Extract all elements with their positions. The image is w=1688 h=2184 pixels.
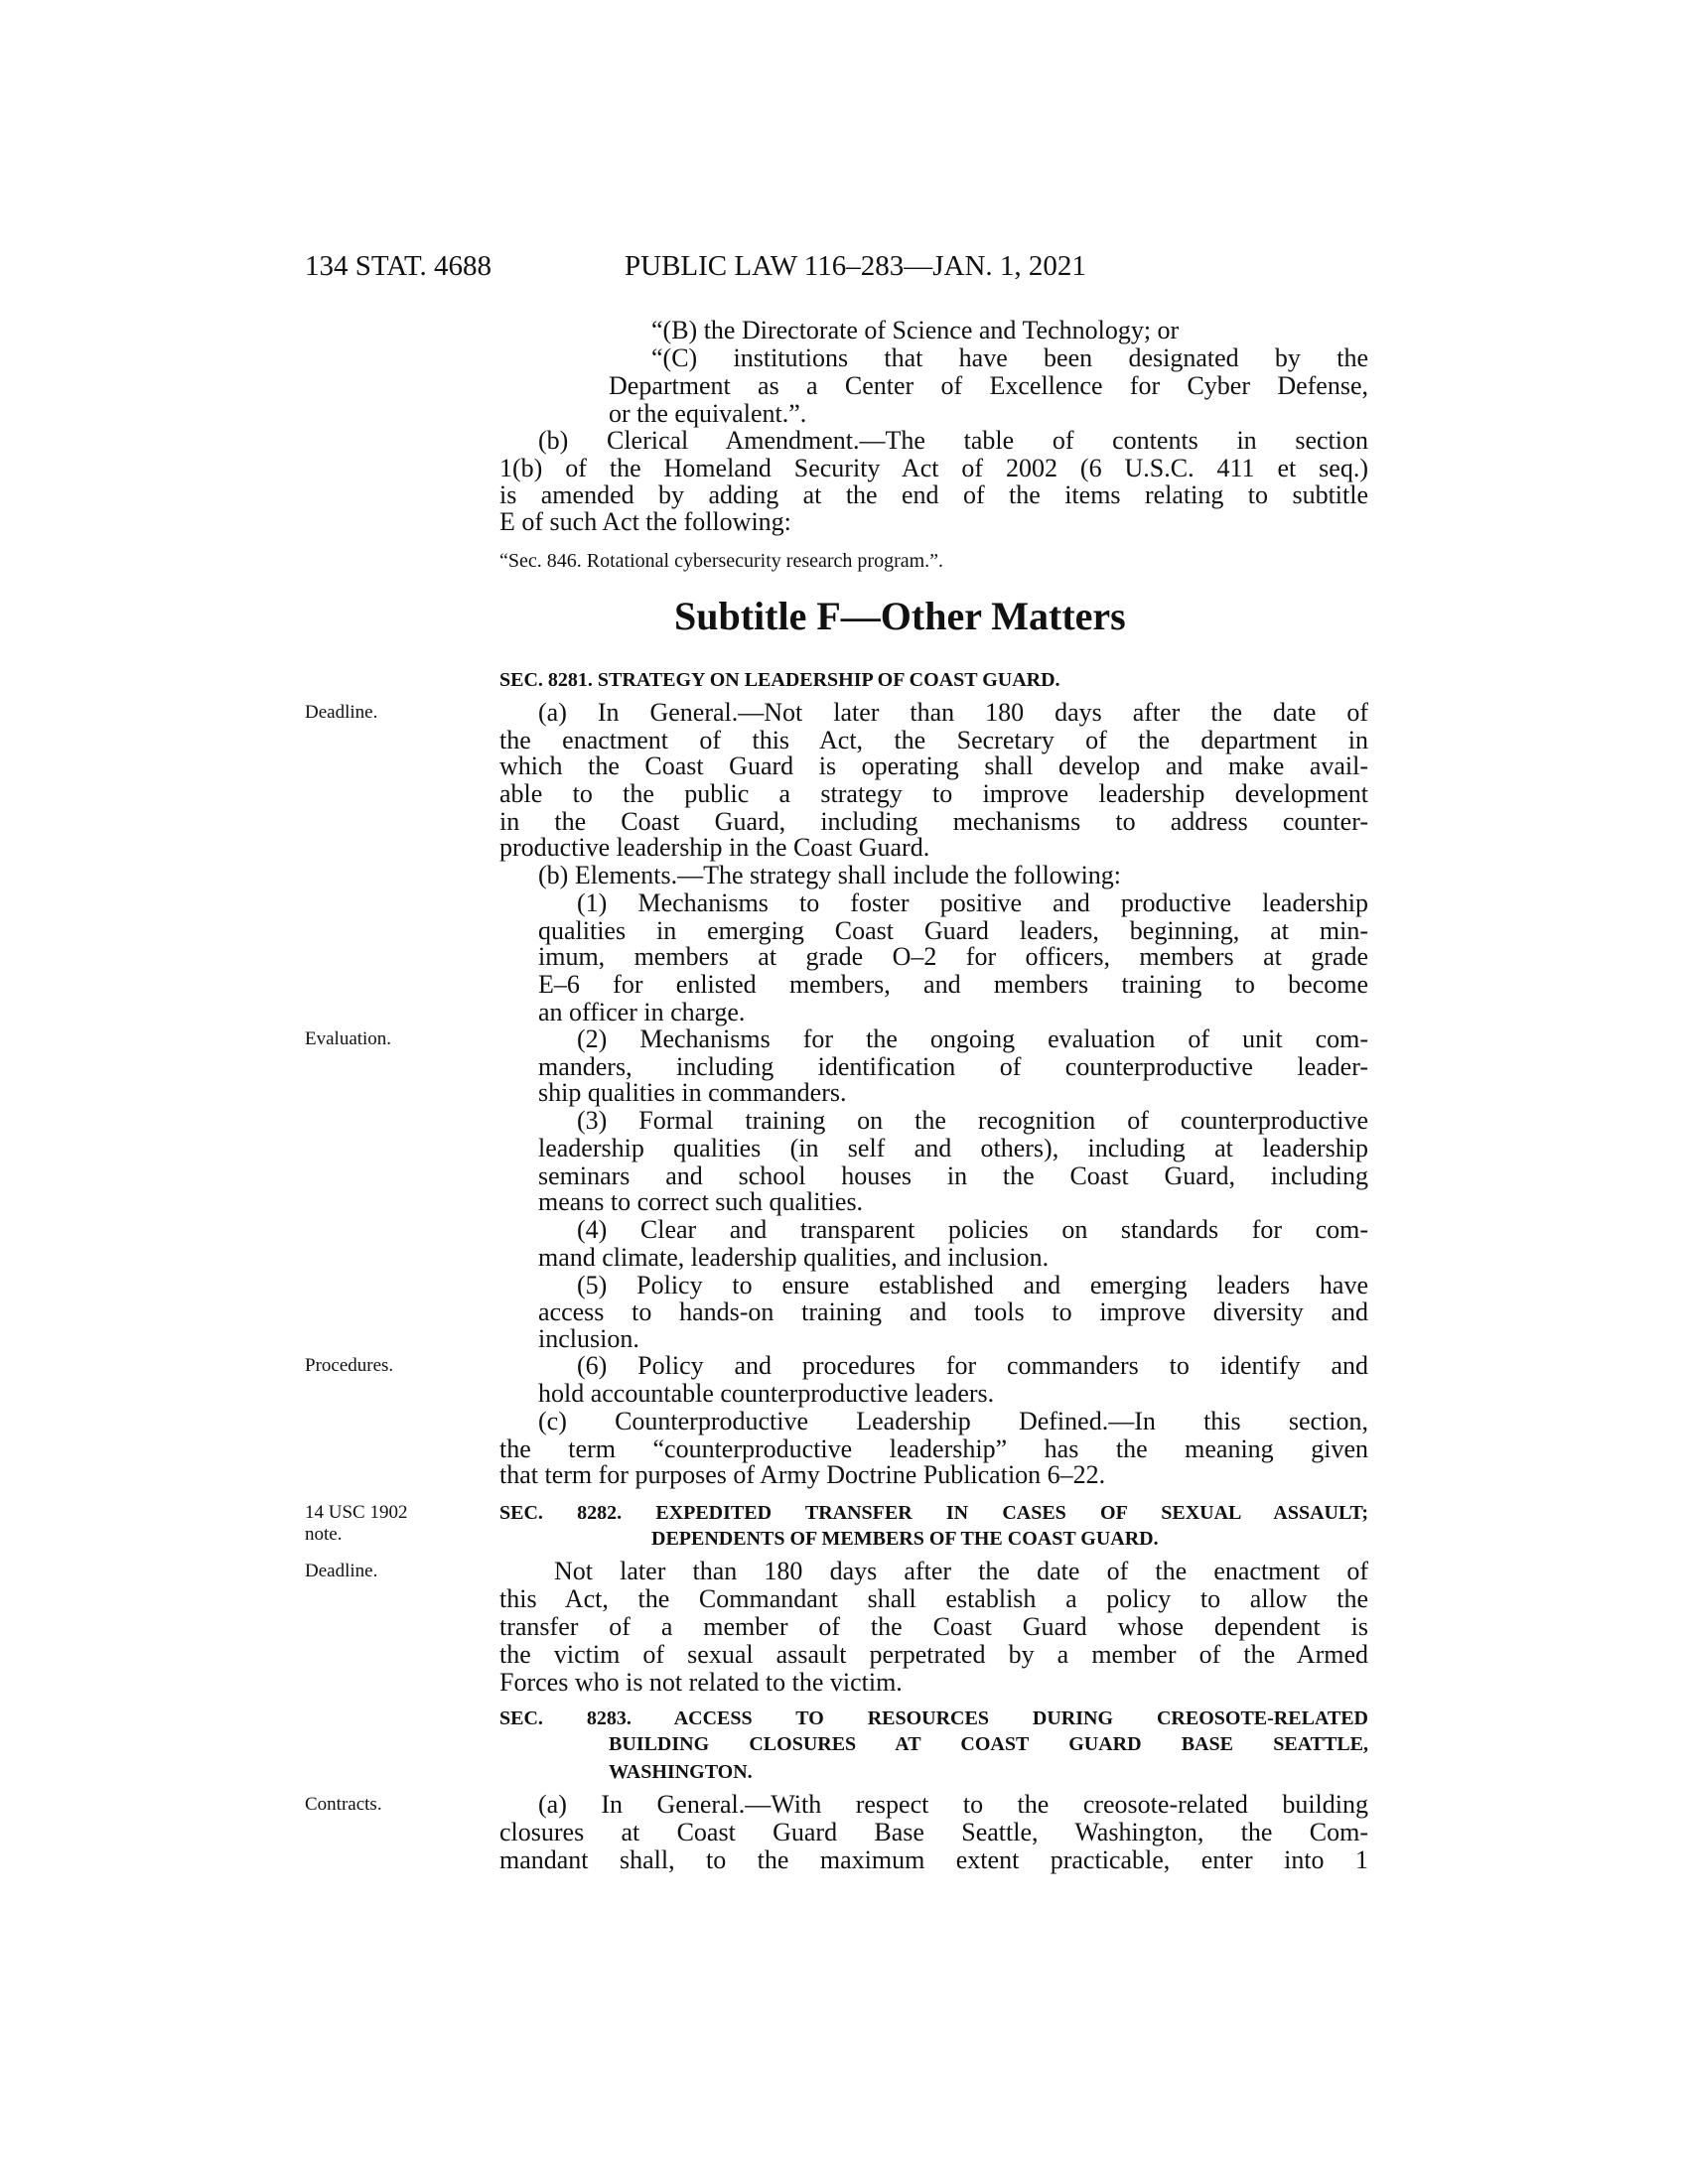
text-line: (2) Mechanisms for the ongoing evaluation of unit com- — [577, 1025, 1368, 1053]
text-line: which the Coast Guard is operating shall develop and make avail- — [499, 752, 1368, 780]
text-line: 1(b) of the Homeland Security Act of 2002 (6 U.S.C. 411 et seq.) — [499, 455, 1368, 482]
text-line: leadership qualities (in self and others), including at leadership — [538, 1135, 1368, 1162]
text-line: imum, members at grade O–2 for officers, members at grade — [538, 943, 1368, 971]
text-line: able to the public a strategy to improve leadership development — [499, 780, 1368, 808]
text-line: manders, including identification of counterproductive leader- — [538, 1053, 1368, 1081]
text-line: (3) Formal training on the recognition of counterproductive — [577, 1107, 1368, 1135]
text-line: (1) Mechanisms to foster positive and productive leadership — [577, 889, 1368, 917]
section-heading: SEC. 8281. STRATEGY ON LEADERSHIP OF COAST GUARD. — [499, 669, 1060, 691]
margin-note: Procedures. — [305, 1355, 394, 1376]
text-line: is amended by adding at the end of the items relating to subtitle — [499, 481, 1368, 509]
text-line: hold accountable counterproductive leaders. — [538, 1379, 995, 1408]
text-line: closures at Coast Guard Base Seattle, Washington, the Com- — [499, 1819, 1368, 1846]
section-heading: BUILDING CLOSURES AT COAST GUARD BASE SEATTLE, — [609, 1733, 1368, 1755]
subtitle-heading: Subtitle F—Other Matters — [674, 594, 1126, 638]
text-line: (b) Clerical Amendment.—The table of contents in section — [538, 427, 1368, 455]
text-line: (6) Policy and procedures for commanders to identify and — [577, 1352, 1368, 1380]
running-header: PUBLIC LAW 116–283—JAN. 1, 2021 — [625, 250, 1086, 282]
margin-note: note. — [305, 1524, 343, 1545]
text-line: qualities in emerging Coast Guard leaders, beginning, at min- — [538, 917, 1368, 945]
text-line: seminars and school houses in the Coast Guard, including — [538, 1162, 1368, 1190]
text-line: this Act, the Commandant shall establish a policy to allow the — [499, 1585, 1368, 1613]
margin-note: Deadline. — [305, 702, 378, 723]
section-heading: WASHINGTON. — [609, 1761, 753, 1783]
text-line: (a) In General.—Not later than 180 days after the date of — [538, 699, 1368, 727]
text-line: inclusion. — [538, 1324, 639, 1353]
text-line: Not later than 180 days after the date of the enactment of — [554, 1558, 1368, 1585]
text-line: “(B) the Directorate of Science and Technology; or — [651, 316, 1180, 344]
text-line: mandant shall, to the maximum extent practicable, enter into 1 — [499, 1846, 1368, 1874]
text-line: “(C) institutions that have been designated by the — [651, 344, 1368, 372]
text-line: the victim of sexual assault perpetrated by a member of the Armed — [499, 1641, 1368, 1669]
page-stat-number: 134 STAT. 4688 — [305, 250, 492, 282]
margin-note: Evaluation. — [305, 1028, 392, 1049]
text-line: E–6 for enlisted members, and members training to become — [538, 971, 1368, 999]
text-line: Forces who is not related to the victim. — [499, 1668, 903, 1697]
text-line: the term “counterproductive leadership” has the meaning given — [499, 1435, 1368, 1463]
text-line: access to hands-on training and tools to improve diversity and — [538, 1298, 1368, 1326]
text-line: (4) Clear and transparent policies on standards for com- — [577, 1216, 1368, 1244]
text-line: (5) Policy to ensure established and emerging leaders have — [577, 1272, 1368, 1299]
text-line: transfer of a member of the Coast Guard whose dependent is — [499, 1613, 1368, 1641]
margin-note: 14 USC 1902 — [305, 1502, 408, 1523]
text-line: (b) Elements.—The strategy shall include the following: — [538, 861, 1122, 889]
section-heading: DEPENDENTS OF MEMBERS OF THE COAST GUARD. — [651, 1528, 1159, 1550]
margin-note: Deadline. — [305, 1561, 378, 1581]
toc-entry: “Sec. 846. Rotational cybersecurity research program.”. — [499, 550, 944, 572]
text-line: (c) Counterproductive Leadership Defined.—In this section, — [538, 1408, 1368, 1435]
text-line: in the Coast Guard, including mechanisms to address counter- — [499, 808, 1368, 836]
text-line: Department as a Center of Excellence for Cyber Defense, — [609, 372, 1368, 400]
text-line: or the equivalent.”. — [609, 399, 807, 428]
text-line: (a) In General.—With respect to the creosote-related building — [538, 1791, 1368, 1819]
text-line: an officer in charge. — [538, 998, 746, 1026]
text-line: ship qualities in commanders. — [538, 1078, 847, 1107]
text-line: that term for purposes of Army Doctrine Publication 6–22. — [499, 1460, 1106, 1489]
text-line: means to correct such qualities. — [538, 1187, 864, 1216]
section-heading: SEC. 8282. EXPEDITED TRANSFER IN CASES OF SEXUAL ASSAULT; — [499, 1502, 1368, 1524]
text-line: E of such Act the following: — [499, 507, 791, 536]
section-heading: SEC. 8283. ACCESS TO RESOURCES DURING CREOSOTE-RELATED — [499, 1707, 1368, 1729]
margin-note: Contracts. — [305, 1794, 382, 1815]
text-line: productive leadership in the Coast Guard. — [499, 833, 930, 862]
text-line: the enactment of this Act, the Secretary of the department in — [499, 727, 1368, 754]
text-line: mand climate, leadership qualities, and inclusion. — [538, 1243, 1050, 1272]
